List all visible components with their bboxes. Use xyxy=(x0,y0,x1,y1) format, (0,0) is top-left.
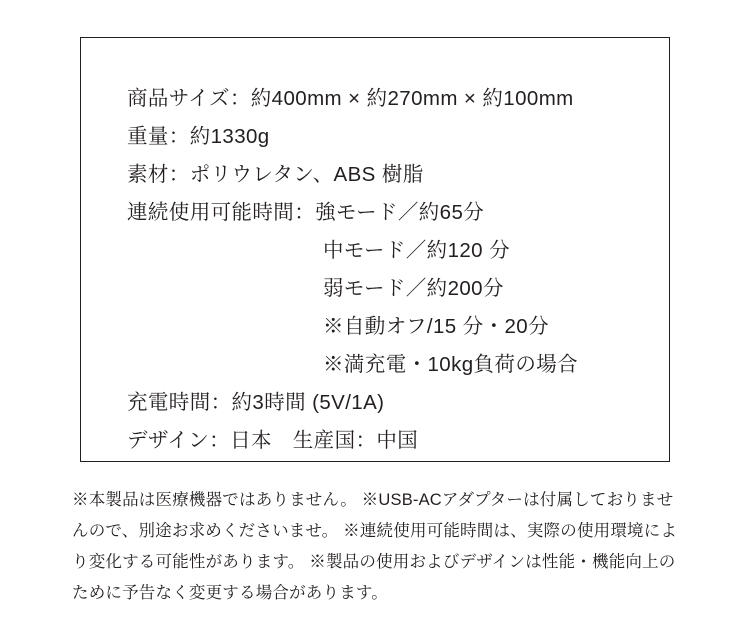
spec-list xyxy=(127,80,649,460)
spec-row: 重量：約1330g xyxy=(127,125,270,148)
spec-row: デザイン：日本 生産国：中国 xyxy=(127,429,419,452)
spec-box xyxy=(80,37,670,462)
spec-row: 商品サイズ：約400mm × 約270mm × 約100mm xyxy=(127,87,574,110)
spec-row: 素材：ポリウレタン、ABS 樹脂 xyxy=(127,163,424,186)
spec-row: 連続使用可能時間：強モード／約65分 xyxy=(127,201,485,224)
spec-row: ※満充電・10kg負荷の場合 xyxy=(323,353,579,376)
disclaimer-text: ※本製品は医療機器ではありません。 ※USB-ACアダプターは付属しておりませんので、別途お求めくださいませ。 ※連続使用可能時間は、実際の使用環境により変化する可能性があります。 ※製品の使用およびデザインは性能・機能向上のために予告なく変更する場合があります。 xyxy=(72,491,678,602)
spec-row: ※自動オフ/15 分・20分 xyxy=(323,315,549,338)
disclaimer-notes xyxy=(72,485,678,609)
spec-row: 充電時間：約3時間 (5V/1A) xyxy=(127,391,385,414)
spec-row: 中モード／約120 分 xyxy=(323,239,510,262)
spec-row: 弱モード／約200分 xyxy=(323,277,504,300)
